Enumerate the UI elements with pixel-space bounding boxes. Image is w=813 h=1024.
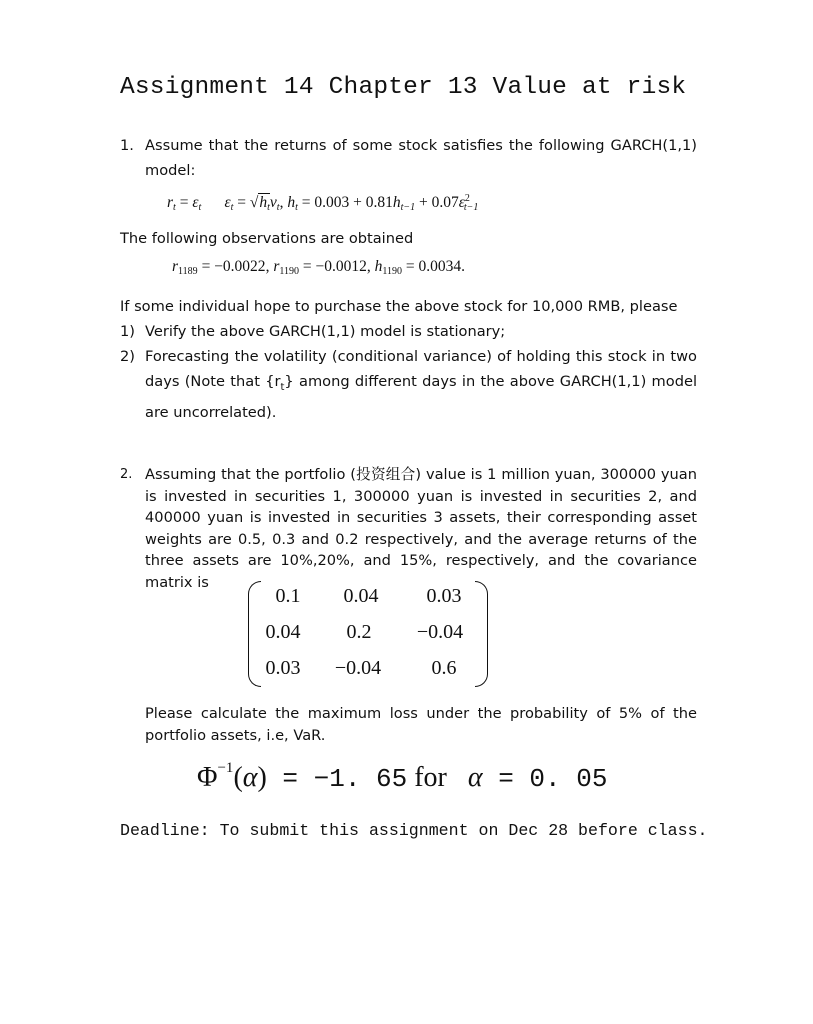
garch-model-equation: $r_t = \varepsilon_t$ $\varepsilon_t = √h_tv_t$, $h_t = 0.003 + 0.81h_{t-1} + 0.07\varepsilon^2_{t-1}$: [167, 193, 479, 213]
matrix-cell: 0.03: [265, 657, 301, 679]
matrix-cell: −0.04: [416, 621, 464, 643]
question-2-number: 2.: [120, 467, 133, 482]
covariance-matrix: [248, 581, 488, 687]
observations-intro: The following observations are obtained: [120, 230, 414, 247]
purchase-statement: If some individual hope to purchase the above stock for 10,000 RMB, please: [120, 298, 678, 315]
var-question: Please calculate the maximum loss under the probability of 5% of the portfolio assets, i.e, VaR.: [145, 705, 697, 744]
matrix-cell: 0.04: [343, 585, 379, 607]
matrix-cell: 0.1: [275, 585, 301, 607]
matrix-cell: 0.03: [426, 585, 462, 607]
quantile-formula: $\Phi^{-1}(\alpha) = -1$. 65 for α = 0. 05: [197, 760, 608, 794]
question-2-text: Assuming that the portfolio (投资组合) value is 1 million yuan, 300000 yuan is invested in securities 1, 300000 yuan is invested in securities 2, and 400000 yuan is invested in securities 3 assets, their corresponding asset weights are 0.5, 0.3 and 0.2 respectively, and the average returns of the three assets are 10%,20%, and 15%, respectively, and the covariance matrix is: [145, 466, 697, 591]
page-title: Assignment 14 Chapter 13 Value at risk: [120, 74, 687, 101]
question-1-intro: Assume that the returns of some stock satisfies the following GARCH(1,1) model:: [145, 137, 697, 179]
matrix-cell: 0.2: [346, 621, 372, 643]
matrix-cell: 0.04: [265, 621, 301, 643]
item-2-marker: 2): [120, 348, 135, 365]
question-1-number: 1.: [120, 137, 134, 154]
item-1-text: Verify the above GARCH(1,1) model is stationary;: [145, 323, 506, 340]
item-2-text: Forecasting the volatility (conditional variance) of holding this stock in two days (Note that $\{r_t\}$ among different days in the above GARCH(1,1) model are uncorrelated).: [145, 348, 697, 421]
matrix-cell: 0.6: [431, 657, 457, 679]
observations-values: $r_{1189} = -0.0022$, $r_{1190} = -0.0012$, $h_{1190} = 0.0034$.: [172, 258, 466, 277]
item-1-marker: 1): [120, 323, 135, 340]
deadline-note: Deadline: To submit this assignment on Dec 28 before class.: [120, 821, 708, 840]
matrix-cell: −0.04: [334, 657, 382, 679]
